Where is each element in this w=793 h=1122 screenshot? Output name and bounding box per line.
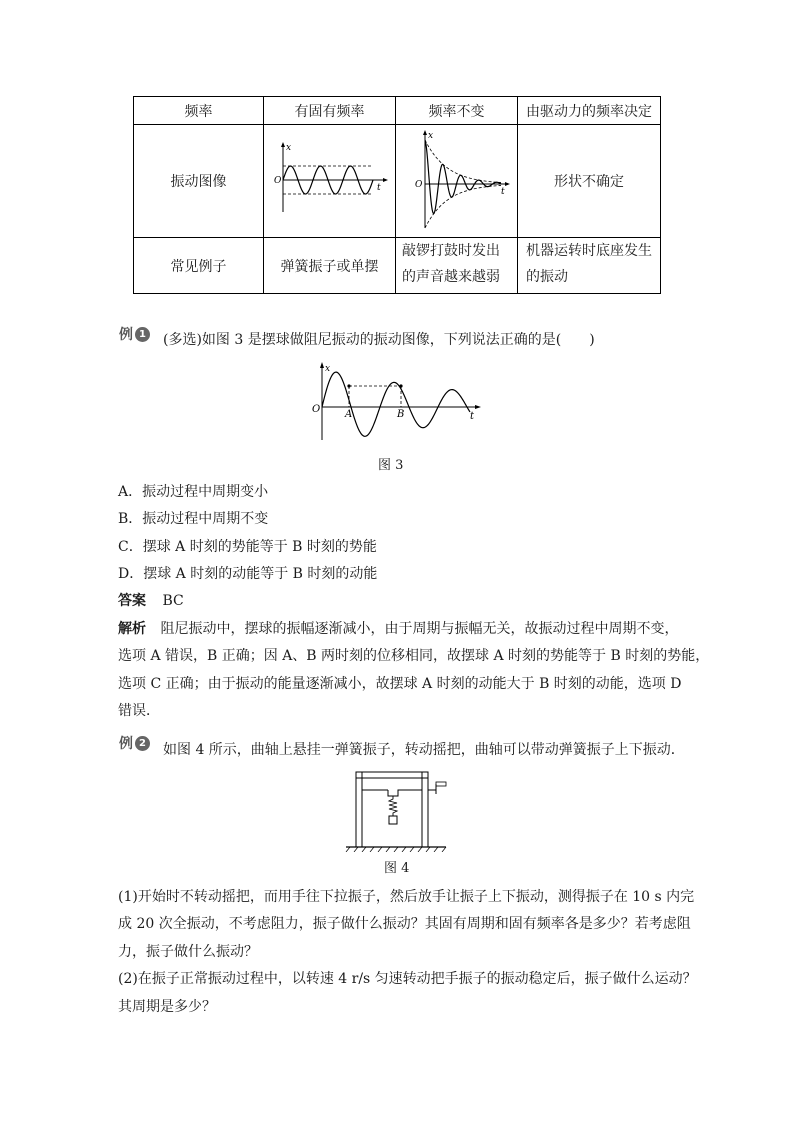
option-a: A．振动过程中周期变小 bbox=[118, 484, 269, 500]
table-row-label: 常见例子 bbox=[170, 258, 227, 275]
crank-spring-apparatus bbox=[344, 768, 450, 852]
question-1-text: 力，振子做什么振动？ bbox=[118, 944, 258, 960]
axis-label-t: t bbox=[377, 183, 381, 193]
table-cell bbox=[402, 238, 500, 290]
example-badge bbox=[119, 324, 150, 344]
table-cell: 弹簧振子或单摆 bbox=[280, 258, 379, 275]
point-label-a: A bbox=[345, 409, 353, 420]
axis-label-x: x bbox=[325, 364, 331, 374]
damped-vibration-graph bbox=[403, 128, 513, 232]
option-b: B．振动过程中周期不变 bbox=[118, 511, 269, 527]
option-d: D．摆球 A 时刻的动能等于 B 时刻的动能 bbox=[118, 566, 378, 582]
example2-question: 如图 4 所示，曲轴上悬挂一弹簧振子，转动摇把，曲轴可以带动弹簧振子上下振动． bbox=[163, 742, 685, 758]
figure-caption: 图 3 bbox=[378, 458, 404, 473]
axis-label-t: t bbox=[470, 411, 475, 422]
table-cell-line: 机器运转时底座发生 bbox=[526, 243, 652, 259]
analysis-label: 解析 bbox=[118, 621, 146, 637]
figure-caption: 图 4 bbox=[384, 861, 410, 876]
question-1-text: 成 20 次全振动，不考虑阻力，振子做什么振动？其固有周期和固有频率各是多少？若考虑阻 bbox=[118, 916, 691, 932]
question-1-text: (1)开始时不转动摇把，而用手往下拉振子，然后放手让振子上下振动，测得振子在 10 s 内完 bbox=[118, 889, 695, 905]
vibration-comparison-table bbox=[133, 96, 661, 294]
table-header-cell: 有固有频率 bbox=[294, 103, 365, 120]
table-row-label: 振动图像 bbox=[170, 174, 227, 190]
axis-label-x: x bbox=[286, 143, 292, 153]
free-vibration-graph bbox=[273, 140, 393, 216]
table-cell-line: 的振动 bbox=[526, 269, 568, 285]
analysis-text: 阻尼振动中，摆球的振幅逐渐减小，由于周期与振幅无关，故振动过程中周期不变， bbox=[160, 621, 679, 637]
example-label: 例 bbox=[119, 736, 133, 752]
table-border-bottom bbox=[133, 293, 661, 294]
answer-label: 答案 bbox=[118, 593, 146, 609]
analysis-text: 错误． bbox=[118, 703, 160, 719]
table-border-right bbox=[660, 96, 661, 294]
origin-label: O bbox=[415, 180, 423, 190]
axis-label-t: t bbox=[501, 187, 505, 197]
example-number: 1 bbox=[135, 327, 150, 342]
analysis-text: 选项 C 正确；由于振动的能量逐渐减小，故摆球 A 时刻的动能大于 B 时刻的动能，选项 D bbox=[118, 676, 682, 692]
axis-label-x: x bbox=[428, 131, 434, 141]
analysis-text: 选项 A 错误，B 正确；因 A、B 两时刻的位移相同，故摆球 A 时刻的势能等于 B 时刻的势能， bbox=[118, 648, 710, 664]
damped-pendulum-graph bbox=[305, 362, 485, 444]
analysis-line bbox=[118, 619, 678, 639]
answer-line bbox=[118, 591, 184, 611]
question-2-text: (2)在振子正常振动过程中，以转速 4 r/s 匀速转动把手振子的振动稳定后，振子做什么运动？ bbox=[118, 971, 697, 987]
option-c: C．摆球 A 时刻的势能等于 B 时刻的势能 bbox=[118, 539, 377, 555]
table-cell: 形状不确定 bbox=[554, 174, 624, 190]
table-cell-line: 敲锣打鼓时发出 bbox=[402, 243, 500, 259]
table-cell bbox=[526, 238, 652, 290]
table-header-cell: 由驱动力的频率决定 bbox=[526, 103, 652, 120]
example-badge bbox=[119, 733, 150, 753]
origin-label: O bbox=[312, 404, 321, 415]
example-number: 2 bbox=[135, 736, 150, 751]
question-2-text: 其周期是多少？ bbox=[118, 999, 216, 1015]
origin-label: O bbox=[274, 176, 282, 186]
example1-question: (多选)如图 3 是摆球做阻尼振动的振动图像，下列说法正确的是( ) bbox=[163, 332, 595, 348]
point-label-b: B bbox=[397, 409, 405, 420]
table-divider bbox=[395, 96, 396, 294]
example-label: 例 bbox=[119, 327, 133, 343]
table-cell-line: 的声音越来越弱 bbox=[402, 269, 500, 285]
table-header-cell: 频率不变 bbox=[428, 103, 485, 120]
table-header-cell: 频率 bbox=[184, 103, 213, 120]
answer-value: BC bbox=[162, 593, 184, 609]
